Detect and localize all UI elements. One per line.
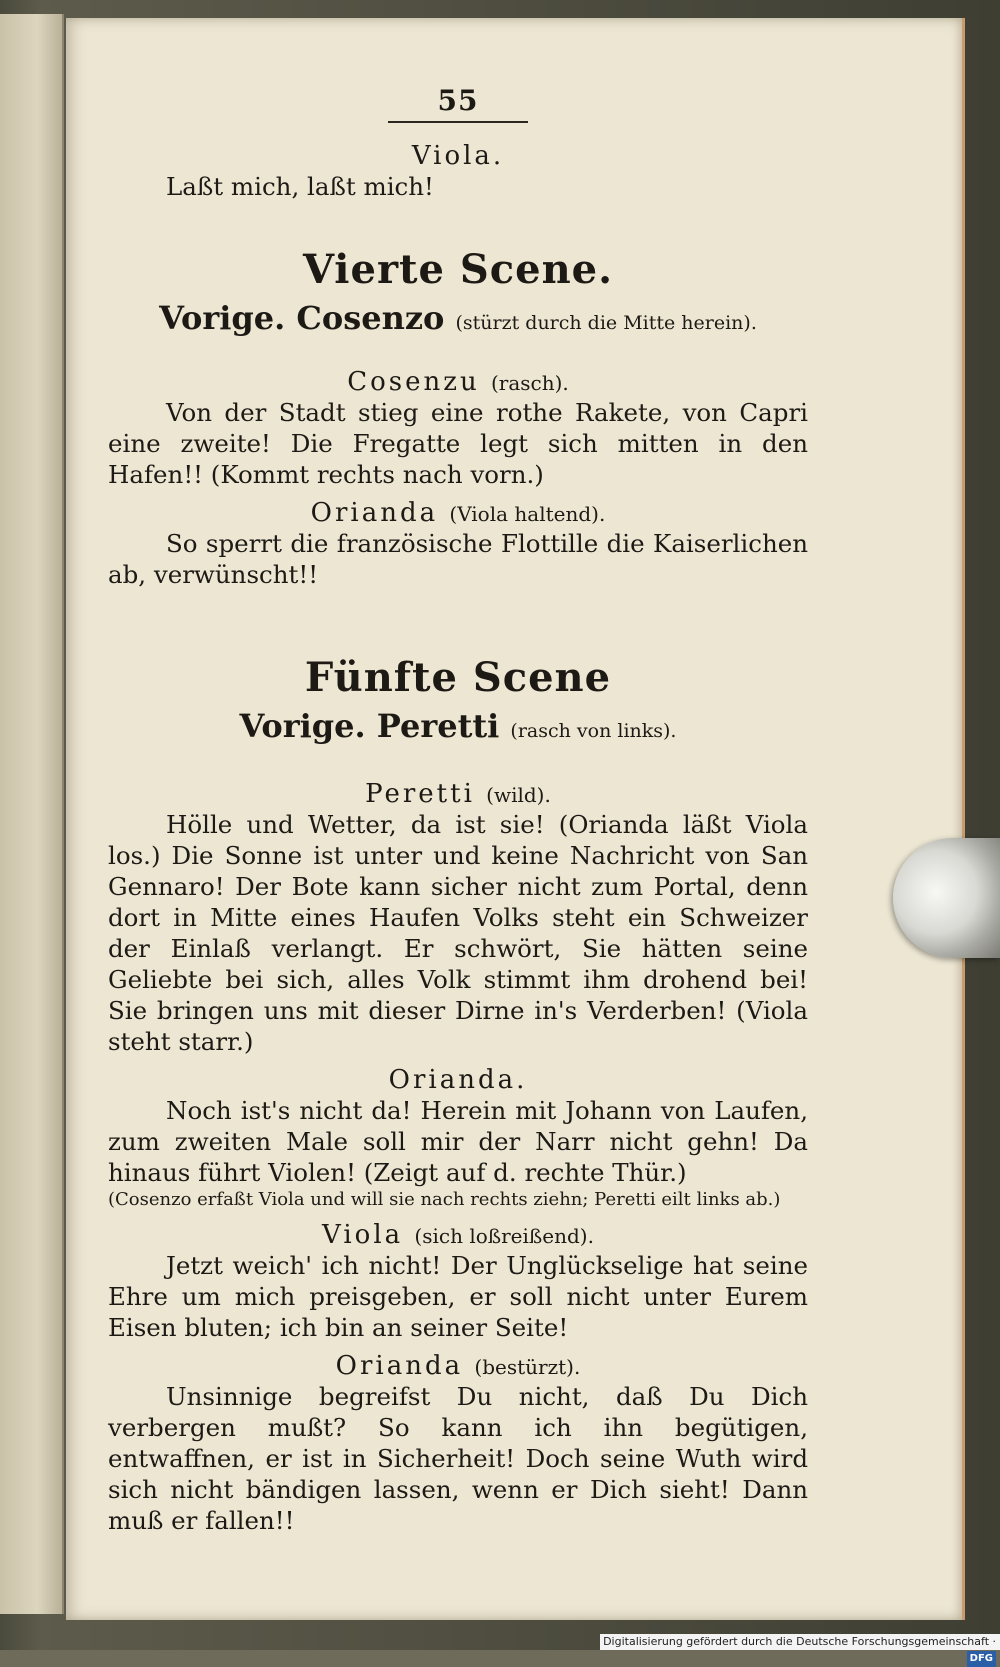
dfg-logo: DFG <box>967 1651 996 1667</box>
speaker-orianda-2: Orianda. <box>388 1065 528 1095</box>
scene-heading-5: Fünfte Scene <box>304 654 612 701</box>
speaker-orianda-1: Orianda (Viola haltend). <box>310 498 606 528</box>
page-number: 55 <box>437 84 479 117</box>
left-page-edge <box>0 14 64 1614</box>
dialogue-line: Von der Stadt stieg eine rothe Rakete, von Capri eine zweite! Die Fregatte legt sich mitten in den Hafen!! (Kommt rechts nach vorn.) <box>108 398 808 489</box>
page-number-rule <box>388 121 528 123</box>
digitization-footer: Digitalisierung gefördert durch die Deutsche Forschungsgemeinschaft ·DFG <box>600 1634 1000 1650</box>
dialogue-line: Noch ist's nicht da! Herein mit Johann von Laufen, zum zweiten Male soll mir der Narr nicht gehn! Da hinaus führt Violen! (Zeigt auf d. rechte Thür.) <box>108 1096 808 1187</box>
dialogue-line: So sperrt die französische Flottille die Kaiserlichen ab, verwünscht!! <box>108 529 808 589</box>
speaker-peretti: Peretti (wild). <box>365 779 551 809</box>
dialogue-line: Hölle und Wetter, da ist sie! (Orianda läßt Viola los.) Die Sonne ist unter und keine Nachricht von San Gennaro! Der Bote kann sicher nicht zum Portal, denn dort in Mitte eines Haufen Volks steht ein Schweizer der Einlaß verlangt. Er schwört, Sie hätten seine Geliebte bei sich, alles Volk stimmt ihm drohend bei! Sie bringen uns mit dieser Dirne in's Verderben! (Viola steht starr.) <box>108 810 808 1056</box>
speaker-viola-1: Viola. <box>411 141 505 171</box>
scene-cast-5: Vorige. Peretti (rasch von links). <box>239 707 677 745</box>
speaker-orianda-3: Orianda (bestürzt). <box>335 1351 581 1381</box>
dialogue-line: Jetzt weich' ich nicht! Der Unglückselige hat seine Ehre um mich preisgeben, er soll nicht unter Eurem Eisen bluten; ich bin an seiner Seite! <box>108 1251 808 1342</box>
page-content <box>108 70 808 1536</box>
speaker-viola-2: Viola (sich loßreißend). <box>322 1220 594 1250</box>
stage-direction: (Cosenzo erfaßt Viola und will sie nach rechts ziehn; Peretti eilt links ab.) <box>108 1189 781 1210</box>
dialogue-line: Laßt mich, laßt mich! <box>166 172 434 201</box>
scene-heading-4: Vierte Scene. <box>302 246 614 293</box>
dialogue-line: Unsinnige begreifst Du nicht, daß Du Dich verbergen mußt? So kann ich ihn begütigen, entwaffnen, er ist in Sicherheit! Doch seine Wuth wird sich nicht bändigen lassen, wenn er Dich sieht! Dann muß er fallen!! <box>108 1382 808 1535</box>
scene-cast-4: Vorige. Cosenzo (stürzt durch die Mitte herein). <box>159 299 757 337</box>
speaker-cosenzu: Cosenzu (rasch). <box>347 367 569 397</box>
